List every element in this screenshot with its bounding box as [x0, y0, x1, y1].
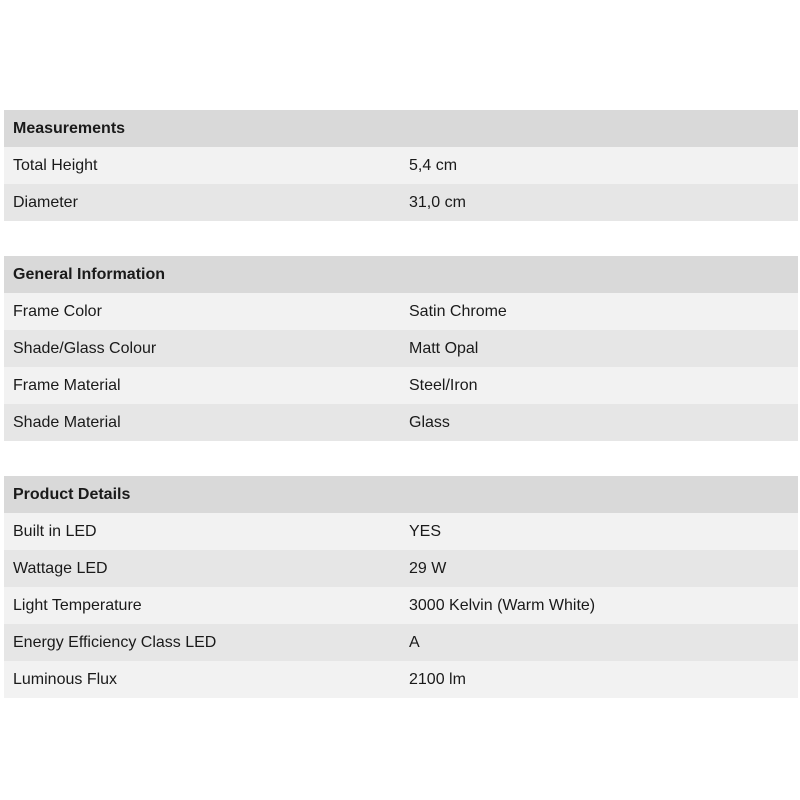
measurements-header: [4, 110, 798, 147]
spec-value: Satin Chrome: [409, 302, 507, 320]
section-title: Product Details: [13, 485, 131, 503]
spec-value: 29 W: [409, 559, 447, 577]
general-information-header: [4, 256, 798, 293]
table-row: [4, 624, 798, 661]
spec-label: Frame Color: [13, 302, 102, 320]
spec-label: Light Temperature: [13, 596, 142, 614]
table-row: [4, 404, 798, 441]
table-row: [4, 367, 798, 404]
product-details-header: [4, 476, 798, 513]
spec-label: Shade Material: [13, 413, 121, 431]
spec-label: Shade/Glass Colour: [13, 339, 157, 357]
spec-value: 5,4 cm: [409, 156, 458, 174]
spec-value: YES: [409, 522, 442, 540]
section-title: Measurements: [13, 119, 126, 137]
spec-label: Total Height: [13, 156, 98, 174]
spec-label: Energy Efficiency Class LED: [13, 633, 217, 651]
spec-value: Matt Opal: [409, 339, 479, 357]
table-row: [4, 513, 798, 550]
spec-value: Glass: [409, 413, 450, 431]
product-details-table: [4, 476, 798, 698]
table-row: [4, 330, 798, 367]
spec-label: Luminous Flux: [13, 670, 118, 688]
measurements-table: [4, 110, 798, 221]
table-row: [4, 587, 798, 624]
spec-value: 3000 Kelvin (Warm White): [409, 596, 596, 614]
table-row: [4, 550, 798, 587]
spec-value: Steel/Iron: [409, 376, 478, 394]
table-row: [4, 661, 798, 698]
spec-label: Wattage LED: [13, 559, 108, 577]
general-information-table: [4, 256, 798, 441]
spec-label: Diameter: [13, 193, 78, 211]
spec-label: Frame Material: [13, 376, 121, 394]
spec-label: Built in LED: [13, 522, 97, 540]
spec-value: 31,0 cm: [409, 193, 466, 211]
section-title: General Information: [13, 265, 166, 283]
table-row: [4, 184, 798, 221]
spec-value: A: [409, 633, 420, 651]
table-row: [4, 147, 798, 184]
table-row: [4, 293, 798, 330]
spec-value: 2100 lm: [409, 670, 466, 688]
